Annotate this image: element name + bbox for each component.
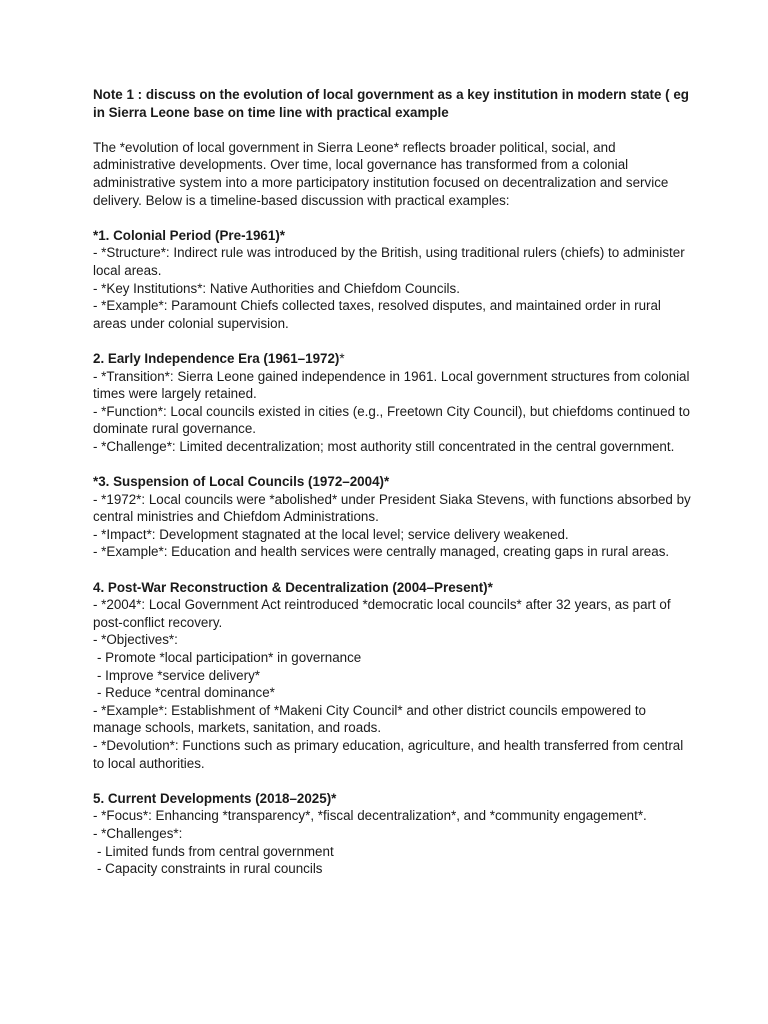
section-line: - *Focus*: Enhancing *transparency*, *fiscal decentralization*, and *community engagement*. bbox=[93, 808, 647, 824]
section-line: - *Example*: Paramount Chiefs collected taxes, resolved disputes, and maintained order in rural areas under colonial supervision. bbox=[93, 298, 661, 331]
section-heading-tail: * bbox=[339, 350, 345, 366]
section-subline: - Promote *local participation* in governance bbox=[97, 650, 362, 665]
section-heading-text: 2. Early Independence Era (1961–1972) bbox=[93, 350, 340, 366]
section-heading: *1. Colonial Period (Pre-1961)* bbox=[93, 227, 285, 243]
section-line: - *2004*: Local Government Act reintroduced *democratic local councils* after 32 years, as part of post-conflict recovery. bbox=[93, 597, 671, 630]
section-suspension-councils bbox=[93, 473, 693, 561]
intro-paragraph: The *evolution of local government in Sierra Leone* reflects broader political, social, and administrative developments. Over time, local governance has transformed from a colonial administrative system into a more participatory institution focused on decentralization and service delivery. Below is a timeline-based discussion with practical examples: bbox=[93, 139, 669, 208]
section-line: - *Challenge*: Limited decentralization; most authority still concentrated in the central government. bbox=[93, 438, 675, 454]
section-subline: - Improve *service delivery* bbox=[97, 667, 260, 683]
section-subline: - Reduce *central dominance* bbox=[97, 685, 275, 701]
section-line: - *Transition*: Sierra Leone gained independence in 1961. Local government structures from colonial times were largely retained. bbox=[93, 368, 690, 402]
section-line: - *Key Institutions*: Native Authorities and Chiefdom Councils. bbox=[93, 280, 460, 296]
section-colonial-period bbox=[93, 227, 693, 333]
section-line: - *Example*: Education and health services were centrally managed, creating gaps in rural areas. bbox=[93, 544, 670, 560]
section-line: - *Example*: Establishment of *Makeni City Council* and other district councils empowered to manage schools, markets, sanitation, and roads. bbox=[93, 702, 646, 736]
section-subline: - Capacity constraints in rural councils bbox=[97, 861, 323, 877]
section-line: - *Function*: Local councils existed in cities (e.g., Freetown City Council), but chiefdoms continued to dominate rural governance. bbox=[93, 403, 690, 437]
section-current-developments bbox=[93, 790, 693, 878]
note-title: Note 1 : discuss on the evolution of local government as a key institution in modern state ( eg in Sierra Leone base on time line with practical example bbox=[93, 87, 689, 120]
section-heading bbox=[93, 350, 693, 368]
section-line: - *Structure*: Indirect rule was introduced by the British, using traditional rulers (chiefs) to administer local areas. bbox=[93, 245, 685, 278]
section-line: - *Challenges*: bbox=[93, 825, 183, 841]
section-heading: 5. Current Developments (2018–2025)* bbox=[93, 790, 337, 806]
section-line: - *1972*: Local councils were *abolished* under President Siaka Stevens, with functions absorbed by central ministries and Chiefdom Administrations. bbox=[93, 491, 691, 525]
section-heading: 4. Post-War Reconstruction & Decentralization (2004–Present)* bbox=[93, 579, 493, 595]
document-body bbox=[93, 86, 693, 895]
section-heading: *3. Suspension of Local Councils (1972–2004)* bbox=[93, 474, 390, 490]
section-line: - *Objectives*: bbox=[93, 632, 178, 648]
section-line: - *Impact*: Development stagnated at the local level; service delivery weakened. bbox=[93, 526, 569, 542]
section-post-war-reconstruction bbox=[93, 579, 693, 773]
section-line: - *Devolution*: Functions such as primary education, agriculture, and health transferred from central to local authorities. bbox=[93, 737, 684, 771]
section-early-independence bbox=[93, 350, 693, 456]
section-subline: - Limited funds from central government bbox=[97, 843, 334, 859]
